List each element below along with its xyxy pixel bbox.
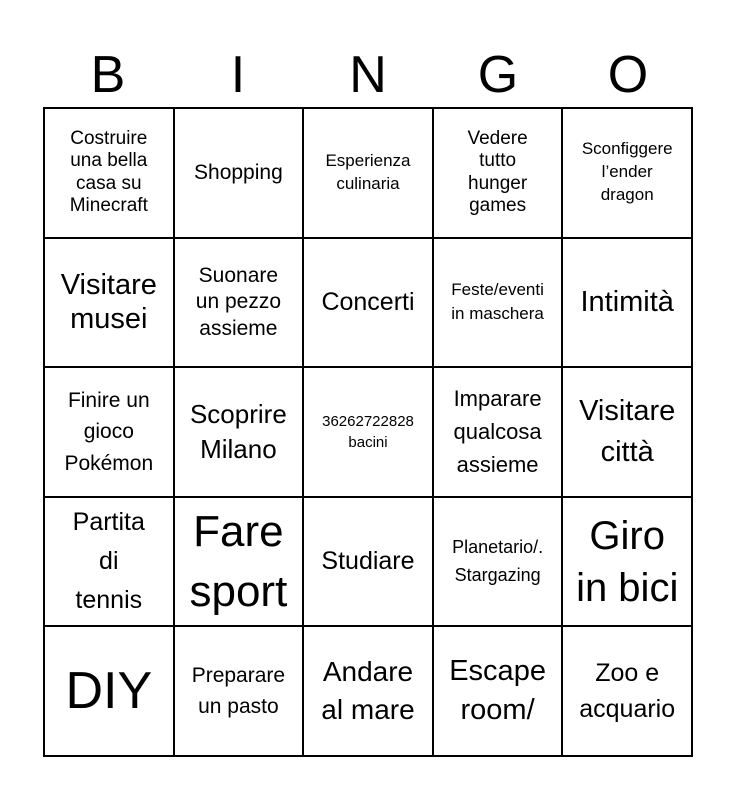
- bingo-cell[interactable]: [44, 108, 174, 238]
- cell-text: Partita di tennis: [72, 508, 145, 614]
- bingo-cell[interactable]: [433, 238, 563, 368]
- bingo-cell[interactable]: [303, 367, 433, 497]
- bingo-cell[interactable]: [174, 497, 304, 627]
- cell-text: Scoprire Milano: [189, 398, 287, 464]
- cell-text: Visitare città: [579, 395, 676, 468]
- cell-text: Zoo e acquario: [579, 658, 676, 724]
- bingo-cell[interactable]: [433, 108, 563, 238]
- header-letter-b: B: [90, 46, 126, 104]
- cell-text: Andare al mare: [321, 656, 415, 726]
- cell-text: Giro in bici: [576, 513, 679, 610]
- bingo-cell[interactable]: [433, 626, 563, 756]
- cell-text: Shopping: [194, 160, 283, 184]
- cell-text: Suonare un pezzo assieme: [195, 264, 281, 340]
- bingo-cell[interactable]: [562, 238, 692, 368]
- bingo-cell[interactable]: [174, 367, 304, 497]
- cell-text: Visitare musei: [60, 268, 157, 336]
- bingo-cell[interactable]: [562, 367, 692, 497]
- bingo-cell[interactable]: [433, 497, 563, 627]
- cell-text: Vedere tutto hunger games: [467, 127, 528, 217]
- cell-text: Feste/eventi in maschera: [451, 279, 544, 324]
- bingo-cell[interactable]: [562, 108, 692, 238]
- header-letter-g: G: [477, 46, 519, 104]
- bingo-cell[interactable]: [562, 497, 692, 627]
- bingo-cell[interactable]: [562, 626, 692, 756]
- cell-text: Intimità: [580, 285, 674, 318]
- cell-text: Planetario/. Stargazing: [452, 536, 544, 585]
- bingo-cell[interactable]: [174, 238, 304, 368]
- bingo-cell[interactable]: [303, 238, 433, 368]
- cell-text: Escape room/: [449, 655, 546, 727]
- bingo-cell[interactable]: [44, 367, 174, 497]
- bingo-cell[interactable]: [433, 367, 563, 497]
- bingo-cell[interactable]: [44, 497, 174, 627]
- cell-text: Fare sport: [189, 507, 288, 616]
- cell-text: Esperienza culinaria: [325, 150, 411, 193]
- bingo-cell[interactable]: [44, 626, 174, 756]
- header-letter-o: O: [607, 46, 649, 104]
- bingo-cell[interactable]: [174, 108, 304, 238]
- bingo-cell[interactable]: [303, 626, 433, 756]
- cell-text: 36262722828 bacini: [322, 412, 414, 451]
- cell-text: Finire un gioco Pokémon: [64, 388, 154, 475]
- cell-text: Costruire una bella casa su Minecraft: [69, 127, 148, 217]
- cell-text: Concerti: [321, 287, 415, 316]
- bingo-cell[interactable]: [303, 108, 433, 238]
- cell-text: Imparare qualcosa assieme: [453, 386, 542, 478]
- cell-text: DIY: [65, 662, 153, 721]
- cell-text: Studiare: [321, 546, 415, 575]
- bingo-header: [43, 42, 693, 108]
- header-letter-n: N: [349, 46, 387, 104]
- cell-text: Preparare un pasto: [191, 663, 286, 719]
- bingo-cell[interactable]: [44, 238, 174, 368]
- cell-text: Sconfiggere l’ender dragon: [581, 139, 673, 205]
- header-letter-i: I: [230, 46, 246, 104]
- bingo-cell[interactable]: [174, 626, 304, 756]
- bingo-card-grid: [43, 107, 693, 757]
- bingo-cell[interactable]: [303, 497, 433, 627]
